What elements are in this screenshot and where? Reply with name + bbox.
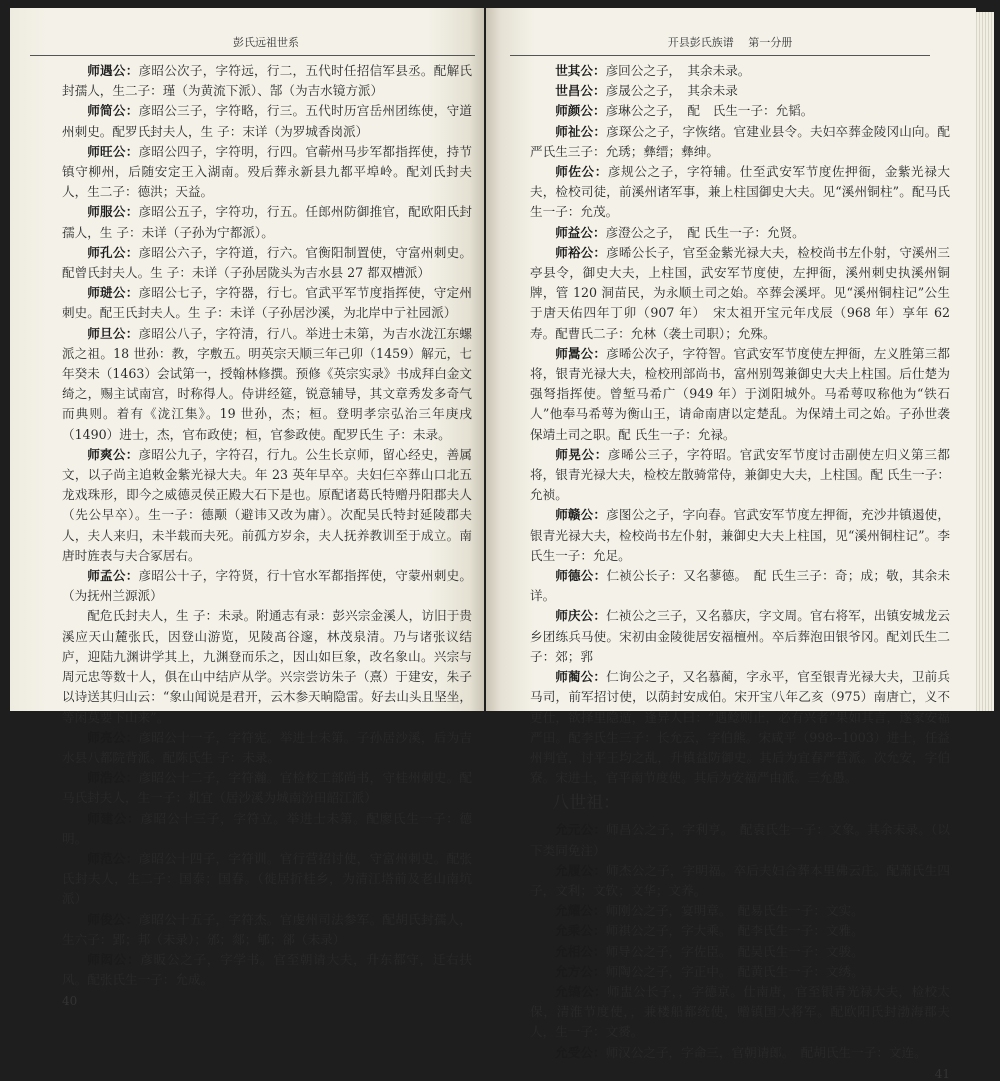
entry-text: 彦规公之子，字符辅。仕至武安军节度佐押衙，金紫光禄大夫，检校司徒，前溪州诸军事，兼上柱国御史大夫。见“溪州铜柱”。配马氏生一子：允茂。 <box>530 164 951 220</box>
genealogy-entry <box>62 728 472 768</box>
left-page-number: 40 <box>62 994 78 1009</box>
genealogy-entry <box>62 809 472 849</box>
entry-text: 彦昭公十三子，字符立。举进士未第。配廖氏生一子：德明。 <box>62 810 473 846</box>
entry-name: 师裕公： <box>555 244 607 260</box>
entry-name: 师遇公： <box>87 63 139 78</box>
entry-text: 彦图公之子，字向春。官武安军节度左押衙，充沙井镇遏使，银青光禄大夫，检校尚书左仆射，兼御史大夫上柱国，见“溪州铜柱记”。李氏生一子：允足。 <box>530 507 951 563</box>
entry-text: 彦晟公之子， 其余未录 <box>605 83 738 99</box>
genealogy-entry <box>530 861 950 901</box>
right-header-rule <box>510 55 930 56</box>
entry-name: 师亮公： <box>87 729 139 745</box>
entry-text: 彦晞公三子，字符昭。官武安军节度讨击副使左归义第三都将，银青光禄大夫，检校左散骑常侍，兼御史大夫，上柱国。配 氏生一子：允祯。 <box>530 446 951 503</box>
entry-name: 师俊公： <box>87 911 139 927</box>
entry-name: 允相公： <box>555 943 606 959</box>
entry-text: 师祺公之子，字大乘。 配李氏生一子：文雅。 <box>605 923 864 939</box>
entry-name: 师服公： <box>87 204 139 220</box>
entry-text: 仁祯公长子：又名蓼德。 配 氏生三子：奇；成；敬，其余未详。 <box>530 568 950 604</box>
page-edges <box>976 12 994 711</box>
section-heading: 八世祖： <box>552 793 621 814</box>
entry-text: 彦澄公之子， 配 氏生一子：允贤。 <box>605 224 805 240</box>
entry-name: 世其公： <box>555 63 606 78</box>
entry-text: 彦昭公十四子，字符训。官行营招讨使，守富州刺史。配张氏封夫人，生二子：国泰；国春。（徙居折桂乡，为清江塔前及老山南坑派） <box>62 850 473 907</box>
entry-name: 师琎公： <box>87 285 139 301</box>
genealogy-entry <box>530 901 950 921</box>
entry-name: 师晃公： <box>555 446 608 462</box>
genealogy-entry <box>530 101 950 121</box>
genealogy-entry <box>62 849 472 910</box>
entry-name: 允镐公： <box>555 983 607 999</box>
entry-name: 世昌公： <box>555 83 606 99</box>
left-running-header: 彭氏远祖世系 <box>233 36 299 49</box>
entry-text: 彦昭公四子，字符明，行四。官蕲州马步军都指挥使，持节镇守柳州，后随安定王入湖南。殁后葬永新县九都平埠岭。配刘氏封夫人，生二子：德洪；天益。 <box>62 143 473 200</box>
genealogy-entry <box>62 566 472 606</box>
genealogy-entry <box>530 942 950 962</box>
genealogy-entry <box>530 921 950 941</box>
entry-text: 彦昄公之子，字学书。官至朝请大夫，升东都守，迁右扶风。配张氏生一子：允成。 <box>62 951 473 988</box>
genealogy-entry <box>62 950 472 990</box>
entry-name: 师祉公： <box>555 123 607 139</box>
entry-name: 师庆公： <box>555 608 607 624</box>
entry-name: 师爽公： <box>87 446 139 462</box>
genealogy-entry <box>530 162 950 223</box>
entry-name: 师德公： <box>555 568 607 584</box>
entry-name: 师蔺公： <box>555 669 607 685</box>
genealogy-entry <box>530 81 950 101</box>
entry-name: 师闳公： <box>87 951 141 967</box>
entry-text: 彦昭公十子，字符贤，行十官水军都指挥使，守蒙州刺史。（为抚州兰源派） <box>62 568 473 604</box>
entry-text: 彦晞公次子，字符智。官武安军节度使左押衙，左义胜第三都将，银青光禄大夫，检校刑部尚书，富州别驾兼御史大夫上柱国。后仕楚为强弩指挥使。曾堑马希广（949 年）于浏阳城外。马希萼叹称他为“铁石人”他奉马希萼为衡山王，请命南唐以定楚乱。为保靖土司之始。子孙世袭保靖土司之职。配 氏生一子：允禄。 <box>530 345 951 442</box>
entry-text: 彦昭公七子，字符器，行七。官武平军节度指挥使，守定州刺史。配王氏封夫人。生 子：未详（子孙居沙溪，为北岸中亍社园派） <box>62 285 473 321</box>
genealogy-entry <box>62 243 472 283</box>
entry-text: 师导公之子，字佐臣。 配吴氏生一子：文骏。 <box>605 943 864 959</box>
entry-name: 师孔公： <box>87 244 139 260</box>
entry-text: 彦昭公六子，字符道，行六。官衡阳制置使，守富州刺史。配曾氏封夫人。生 子：未详（子孙居陇头为吉水县 27 都双槽派） <box>62 244 473 281</box>
entry-text: 师陶公之子，字正中。 配黄氏生一子：文绣。 <box>605 963 864 979</box>
entry-text: 彦昭公八子，字符清，行八。举进士未第，为吉水泷江东螺派之祖。18 世孙：教，字敷五。明英宗天顺三年己卯（1459）解元，七年癸未（1463）会试第一，授翰林修撰。预修《英宗实录》书成拜白金文绮之，赐主试南宫，时称得人。侍讲经筵，锐意辅导，其文章秀发多奇气而典则。着有《泷江集》。19 世孙，杰；桓。登明孝宗弘治三年庚戌（1490）进士，杰，官布政使；桓，官参政使。配罗氏生 子：未录。 <box>62 325 473 442</box>
entry-name: 师益公： <box>555 224 606 240</box>
entry-text: 彦昭公十二子，字符瀚。官检校工部尚书，守桂州刺史。配马氏封夫人，生一子：机宜（居沙溪为城南汾田韶江派） <box>62 770 473 806</box>
right-running-header: 开县彭氏族谱 第一分册 <box>667 36 793 49</box>
genealogy-entry <box>530 61 950 81</box>
entry-text: 仁询公之子，又名慕蔺，字永平，官至银青光禄大夫，卫前兵马司，前军招讨使，以荫封安成伯。宋开宝八年乙亥（975）南唐亡，义不更仕，欲择里隐遁，逢异人曰：“遇鲶则止，必有兴者”果如其言，遂家安福严田。配李氏生三子：长允云，字伯熊。宋咸平（998--1003）进士，任益州判官，讨平王均之乱，升镇益防御史。其后为宜春严营派。次允安，字伯寮。宋进士，官平南节度使。其后为安福严由派。三允愚。 <box>530 669 951 786</box>
entry-name: 师赣公： <box>555 507 607 523</box>
entry-name: 师颜公： <box>555 103 606 119</box>
entry-name: 师佐公： <box>555 164 608 180</box>
entry-name: 师旺公： <box>87 143 139 159</box>
entry-name: 师浩公： <box>87 770 139 786</box>
entry-name: 允元公： <box>555 822 607 838</box>
genealogy-entry <box>530 505 950 566</box>
entry-text: 仁祯公之三子，又名慕庆，字文周。官右将军，出镇安城龙云乡团练兵马使。宋初由金陵徙居安福檀州。卒后葬泡田银爷冈。配刘氏生二子：郊；郛 <box>530 608 951 664</box>
entry-name: 师简公： <box>87 103 139 119</box>
genealogy-entry <box>530 223 950 243</box>
entry-name: 师暠公： <box>555 345 607 361</box>
entry-name: 允耀公： <box>555 903 606 919</box>
genealogy-entry <box>530 982 950 1043</box>
genealogy-entry <box>530 566 950 606</box>
entry-text: 师盅公长子，，字德京。仕南唐，官至银青光禄大夫，检校太保，清淮节度使，，兼楼船都统使，赠镇国大将军。配欧阳氏封渤海郡夫人，生一子：文赟。 <box>530 983 951 1040</box>
entry-text: 彦晞公长子，官至金紫光禄大夫，检校尚书左仆射，守溪州三亭县令，御史大夫，上柱国，武安军节度使，左押衙，溪州刺史执溪州铜牌，管 120 洞苗民，为永顺土司之始。卒葬会溪坪。见“溪州铜柱记”公生于唐天佑四年丁卯（907 年） 宋太祖开宝元年戊辰（968 年）享年 62 寿。配曹氏二子：允林（袭土司职）；允殊。 <box>530 244 951 341</box>
left-header-rule <box>30 55 475 56</box>
genealogy-entry <box>62 101 472 141</box>
left-page-text <box>62 61 472 990</box>
entry-name: 师孟公： <box>87 568 139 584</box>
genealogy-entry <box>62 910 472 950</box>
entry-name: 师旦公： <box>87 325 139 341</box>
right-page-text <box>530 61 950 1063</box>
genealogy-entry <box>62 283 472 323</box>
entry-name: 允乘公： <box>555 923 606 939</box>
genealogy-entry <box>530 243 950 344</box>
genealogy-entry <box>62 445 472 566</box>
genealogy-entry <box>62 768 472 808</box>
entry-name: 师建公： <box>87 810 141 826</box>
entry-text: 配危氏封夫人，生 子：未录。附通志有录：彭兴宗金溪人，访旧于贵溪应天山麓张氏，因登山游览，见陵髙谷邃，林茂泉清。乃与诸张议结庐，迎陆九渊讲学其上，九渊登而乐之，因山如巨象，改名象山。兴宗与周元忠等数十人，俱在山中结庐从学。兴宗尝访朱子（熹）于建安，朱子以诗送其归山云：“象山闻说是君开，云木参天晌隐雷。好去山头且坚坐，等闲莫要下山来”。 <box>62 608 472 725</box>
genealogy-entry <box>530 962 950 982</box>
genealogy-entry <box>530 606 950 667</box>
genealogy-entry <box>530 667 950 788</box>
entry-text: 彦昭公五子，字符功，行五。任郎州防御推官，配欧阳氏封孺人，生 子：未详（子孙为宁都派）。 <box>62 204 473 240</box>
genealogy-entry <box>62 142 472 203</box>
entry-name: 允履公： <box>555 862 607 878</box>
genealogy-entry <box>530 344 950 445</box>
entry-text: 彦昭公九子，字符召，行九。公生长京师，留心经史，善属文，以子尚主追敕金紫光禄大夫。年 23 英年早卒。夫妇仨卒葬山口北五龙戏珠形，即今之威德灵侯正殿大石下是也。原配诸葛氏特赠丹阳郡夫人（先公早卒）。生一子：德颙（避讳又改为庸）。次配吴氏特封延陵郡夫人，夫人来归，未半载而夫死。前孤方岁余，夫人抚养教训至于成立。南唐时旌表与夫合冢居右。 <box>62 446 473 563</box>
genealogy-entry <box>530 1043 950 1063</box>
entry-name: 允受公： <box>555 1044 606 1060</box>
right-page-number: 41 <box>934 1066 950 1081</box>
entry-name: 师范公： <box>87 850 139 866</box>
entry-text: 师昌公之子，字利亨。 配袁氏生一子：文象。其余末录。（以下类同免注） <box>530 822 951 858</box>
genealogy-entry <box>530 820 950 860</box>
genealogy-entry <box>62 606 472 727</box>
genealogy-entry <box>62 202 472 242</box>
entry-text: 彦回公之子， 其余未录。 <box>605 63 751 78</box>
genealogy-entry <box>530 122 950 162</box>
right-page-column <box>530 61 951 1081</box>
entry-text: 彦琛公之子，字恢绪。官建业县令。夫妇卒葬金陵冈山向。配严氏生三子：允琇；彝缙；彝绅。 <box>530 123 951 159</box>
left-page-column <box>62 61 473 1009</box>
entry-text: 彦昭公十五子，字符杰。官虔州司法参军。配胡氏封孺人，生六子：郢；邦（未录）；邠；郯；郇；郤（未录） <box>62 911 473 947</box>
entry-text: 师刚公之子，宴明章。 配易氏生一子：文实。 <box>605 903 864 919</box>
entry-text: 师杰公之子，字明福。卒后夫妇合葬本里佛云庄。配萧氏生四子，文利；文钦；文华；文养。 <box>530 862 951 898</box>
entry-text: 彦昭公次子，字符远，行二，五代时任招信军县丞。配解氏封孺人，生二子：瑾（为黄流下派）、郜（为吉水镜方派） <box>62 63 473 99</box>
entry-text: 师汉公之子，字命三，官朝请郎。 配胡氏生一子：文连。 <box>605 1044 927 1060</box>
entry-text: 彦昭公三子，字符略，行三。五代时历宫岳州团练使，守道州刺史。配罗氏封夫人，生 子：末详（为罗城香岗派） <box>62 103 473 139</box>
genealogy-entry <box>62 61 472 101</box>
genealogy-entry <box>62 324 472 445</box>
entry-name: 允方公： <box>555 963 606 979</box>
entry-text: 彦昭公十一子，字符宪。举进士未第。子孙居沙溪，后为吉水县八都院背派。配陈氏生 子：未录。 <box>62 729 473 765</box>
entry-text: 彦琳公之子， 配 氏生一子：允韬。 <box>605 103 814 119</box>
genealogy-entry <box>530 445 950 506</box>
